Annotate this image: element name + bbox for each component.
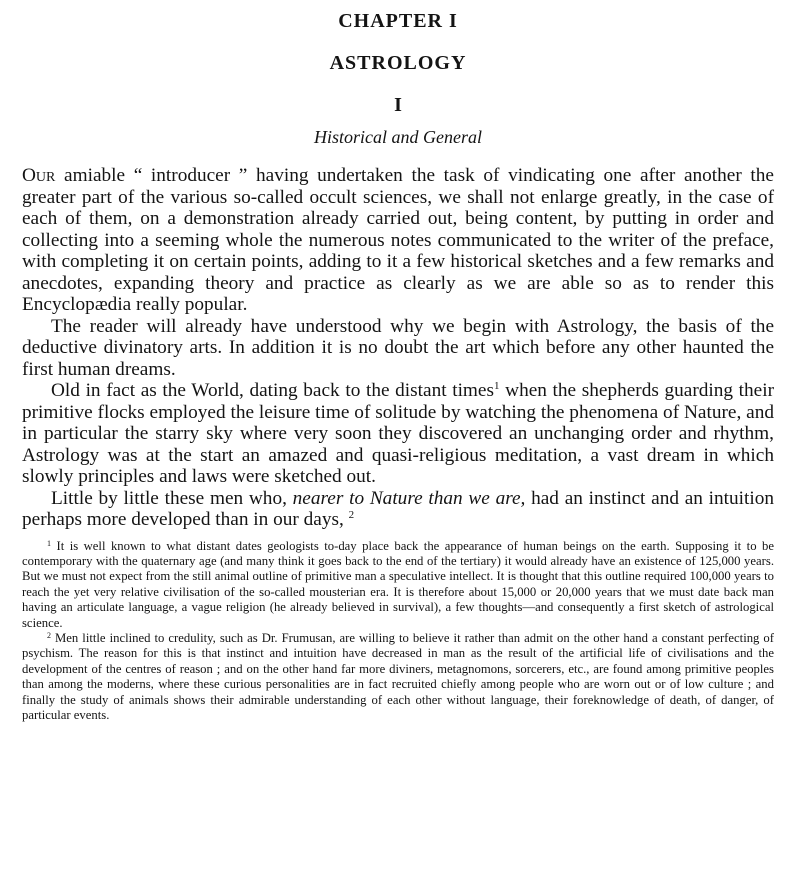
paragraph-3 [22, 380, 774, 488]
chapter-heading: CHAPTER I [338, 10, 458, 32]
footnote-2 [22, 631, 774, 723]
paragraph-4-italic: nearer to Nature than we are, [292, 487, 526, 509]
footnote-1-mark: 1 [47, 538, 51, 548]
paragraph-3-text-b: when the shepherds guarding their primitive flocks employed the leisure time of solitude by watching the phenomena of Nature, and in particular the starry sky where very soon they discovered an unchanging order and rhythm, Astrology was at the start an amazed and quasi-religious meditation, a vast dream in which slowly principles and laws were sketched out. [22, 380, 775, 487]
paragraph-4-text-a: Little by little these men who, [51, 487, 293, 509]
footnote-2-text: Men little inclined to credulity, such as Dr. Frumusan, are willing to believe it rather than admit on the other hand a constant perfecting of psychism. The reason for this is that instinct and intuition have decreased in man as the result of the artificial life of civilisations and the development of the centres of reason ; and on the other hand far more diviners, metagnomons, sorcerers, etc., are found among primitive peoples than among the moderns, where these curious personalities are in fact recruited chiefly among people who are worn out or of low culture ; and finally the study of animals shows their admirable understanding of each other without language, their foreknowledge of death, of danger, of particular events. [22, 630, 774, 722]
opening-word: Our [22, 165, 56, 186]
chapter-title: ASTROLOGY [329, 52, 467, 74]
paragraph-1-text: amiable “ introducer ” having undertaken the task of vindicating one after another the greater part of the various so-called occult sciences, we shall not enlarge greatly, in the case of each of them, on a demonstration already carried out, being content, by putting in order and collecting into a seeming whole the numerous notes communicated to the writer of the preface, with completing it on certain points, adding to it a few historical sketches and a few remarks and anecdotes, expanding theory and practice as clearly as we are able so as to render this Encyclopædia really popular. [22, 165, 774, 315]
paragraph-4-text-b: had an instinct and an intuition perhaps more developed than in our days, [22, 487, 774, 530]
footnote-1 [22, 539, 774, 631]
footnote-ref-2[interactable]: 2 [348, 509, 355, 521]
section-title: Historical and General [314, 127, 482, 147]
section-number: I [394, 94, 402, 116]
paragraph-1 [22, 165, 774, 316]
footnotes [22, 539, 774, 724]
paragraph-3-text-a: Old in fact as the World, dating back to the distant times [51, 380, 494, 401]
body-text [22, 165, 774, 531]
footnote-1-text: It is well known to what distant dates geologists to-day place back the appearance of human beings on the earth. Supposing it to be contemporary with the quaternary age (and many think it goes back to the end of the tertiary) it would already have an existence of 125,000 years. But we must not expect from the still animal outline of primitive man a speculative intellect. It is thought that this outline required 100,000 years to reach the yet very relative civilisation of the so-called mousterian era. It is therefore about 15,000 or 20,000 years that we must date back man having an articulate language, a vague religion (he already believed in survival), a few thoughts—and consequently a first sketch of astrological science. [22, 538, 774, 630]
paragraph-4 [22, 488, 774, 531]
footnote-ref-1[interactable]: 1 [494, 380, 500, 392]
paragraph-2: The reader will already have understood why we begin with Astrology, the basis of the deductive divinatory arts. In addition it is no doubt the art which before any other haunted the first human dreams. [22, 315, 774, 380]
footnote-2-mark: 2 [47, 630, 51, 640]
